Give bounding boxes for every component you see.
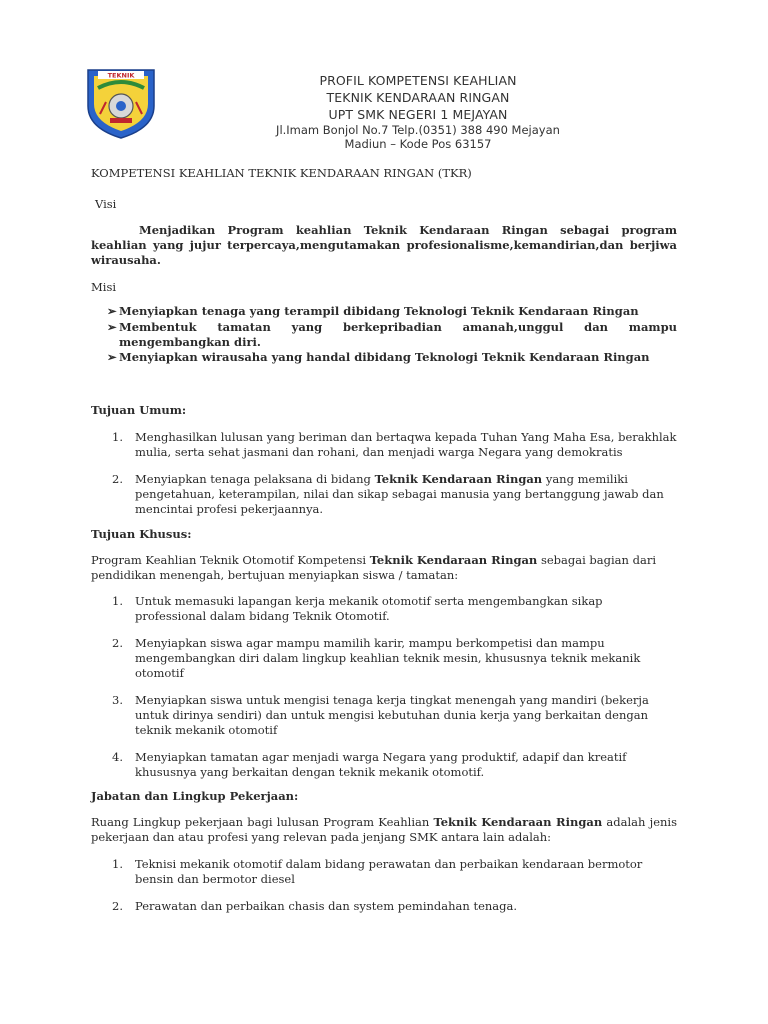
text-run: Menyiapkan tenaga pelaksana di bidang — [135, 472, 375, 486]
list-item — [91, 636, 677, 681]
misi-heading: Misi — [91, 280, 117, 294]
tujuan-khusus-list — [91, 594, 677, 780]
text-run: yang memiliki pengetahuan, keterampilan, nilai dan sikap sebagai manusia yang bertanggung jawab dan mencintai profesi pekerjaannya. — [135, 472, 664, 516]
list-item — [91, 594, 677, 624]
list-item-text: Untuk memasuki lapangan kerja mekanik otomotif serta mengembangkan sikap professional dalam bidang Teknik Otomotif. — [135, 594, 603, 623]
tujuan-umum-list — [91, 430, 677, 517]
header-city: Madiun – Kode Pos 63157 — [344, 137, 492, 151]
arrow-bullet-icon: ➢ — [107, 350, 117, 364]
list-number: 1. — [112, 430, 123, 444]
list-item-text: Menyiapkan siswa untuk mengisi tenaga kerja tingkat menengah yang mandiri (bekerja untuk dirinya sendiri) dan untuk mengisi kebutuhan dunia kerja yang berkaitan dengan teknik mekanik otomotif — [135, 693, 649, 737]
misi-item-text: Membentuk tamatan yang berkepribadian amanah,unggul dan mampu mengembangkan diri. — [119, 320, 677, 349]
jabatan-list — [91, 857, 677, 914]
misi-item — [91, 350, 677, 365]
header-line-3: UPT SMK NEGERI 1 MEJAYAN — [328, 107, 508, 122]
list-item-text: Menyiapkan siswa agar mampu mamilih karir, mampu berkompetisi dan mampu mengembangkan diri dalam lingkup keahlian teknik mesin, khususnya teknik mekanik otomotif — [135, 636, 641, 680]
list-item-text: Menghasilkan lulusan yang beriman dan bertaqwa kepada Tuhan Yang Maha Esa, berakhlak mulia, serta sehat jasmani dan rohani, dan menjadi warga Negara yang demokratis — [135, 430, 677, 459]
list-item — [91, 857, 677, 887]
document-body — [91, 160, 677, 914]
document-title: KOMPETENSI KEAHLIAN TEKNIK KENDARAAN RINGAN (TKR) — [91, 166, 472, 180]
header-line-1: PROFIL KOMPETENSI KEAHLIAN — [319, 73, 517, 88]
jabatan-intro — [91, 815, 677, 845]
misi-item-text: Menyiapkan wirausaha yang handal dibidang Teknologi Teknik Kendaraan Ringan — [119, 350, 650, 364]
tujuan-khusus-intro — [91, 553, 677, 583]
list-item-text: Teknisi mekanik otomotif dalam bidang perawatan dan perbaikan kendaraan bermotor bensin dan bermotor diesel — [135, 857, 643, 886]
text-run-bold: Teknik Kendaraan Ringan — [369, 553, 538, 567]
misi-item — [91, 304, 677, 319]
visi-heading: Visi — [95, 197, 117, 211]
list-item-text — [135, 472, 677, 517]
text-run: Ruang Lingkup pekerjaan bagi lulusan Program Keahlian — [91, 815, 434, 829]
list-item-text: Menyiapkan tamatan agar menjadi warga Negara yang produktif, adapif dan kreatif khususnya yang berkaitan dengan teknik mekanik otomotif. — [135, 750, 627, 779]
arrow-bullet-icon: ➢ — [107, 304, 117, 318]
list-number: 4. — [112, 750, 123, 764]
header-line-2: TEKNIK KENDARAAN RINGAN — [326, 90, 510, 105]
list-item — [91, 430, 677, 460]
text-run-bold: Teknik Kendaraan Ringan — [374, 472, 543, 486]
list-number: 1. — [112, 857, 123, 871]
list-item-text: Perawatan dan perbaikan chasis dan system pemindahan tenaga. — [135, 899, 518, 913]
tujuan-khusus-heading: Tujuan Khusus: — [91, 527, 192, 541]
header-address: Jl.Imam Bonjol No.7 Telp.(0351) 388 490 Mejayan — [276, 123, 560, 137]
list-item — [91, 899, 677, 914]
text-run: adalah jenis pekerjaan dan atau profesi yang relevan pada jenjang SMK antara lain adalah: — [91, 815, 678, 844]
text-run: Program Keahlian Teknik Otomotif Kompetensi — [91, 553, 370, 567]
visi-text: Menjadikan Program keahlian Teknik Kendaraan Ringan sebagai program keahlian yang jujur terpercaya,mengutamakan profesionalisme,kemandirian,dan berjiwa wirausaha. — [91, 223, 677, 267]
list-number: 2. — [112, 472, 123, 486]
list-number: 3. — [112, 693, 123, 707]
jabatan-heading: Jabatan dan Lingkup Pekerjaan: — [91, 789, 299, 803]
list-number: 2. — [112, 899, 123, 913]
school-logo — [84, 66, 158, 140]
list-item — [91, 750, 677, 780]
list-number: 2. — [112, 636, 123, 650]
letterhead — [260, 72, 576, 151]
list-item — [91, 693, 677, 738]
arrow-bullet-icon: ➢ — [107, 320, 117, 334]
misi-item-text: Menyiapkan tenaga yang terampil dibidang Teknologi Teknik Kendaraan Ringan — [119, 304, 639, 318]
misi-list — [91, 304, 677, 365]
list-number: 1. — [112, 594, 123, 608]
misi-item — [91, 320, 677, 350]
text-run-bold: Teknik Kendaraan Ringan — [433, 815, 603, 829]
list-item — [91, 472, 677, 517]
text-run: sebagai bagian dari pendidikan menengah, bertujuan menyiapkan siswa / tamatan: — [91, 553, 656, 582]
tujuan-umum-heading: Tujuan Umum: — [91, 403, 187, 417]
svg-text:TEKNIK: TEKNIK — [107, 71, 135, 80]
